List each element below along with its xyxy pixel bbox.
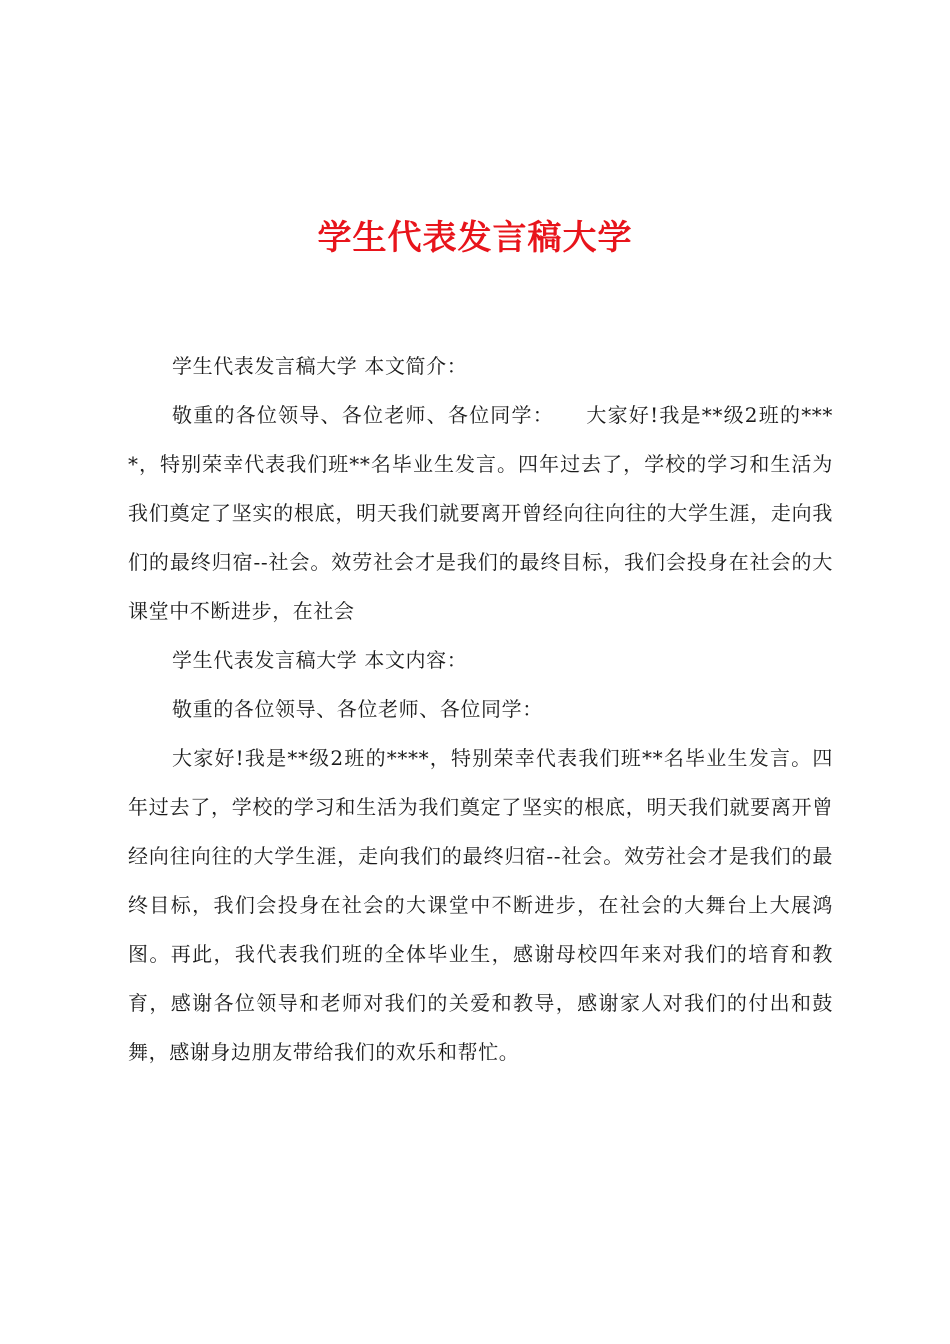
intro-paragraph: 敬重的各位领导、各位老师、各位同学： 大家好!我是**级2班的****，特别荣幸代表我们班**名毕业生发言。四年过去了，学校的学习和生活为我们奠定了坚实的根底，明天我们就要离开曾经向往向往的大学生涯，走向我们的最终归宿--社会。效劳社会才是我们的最终目标，我们会投身在社会的大课堂中不断进步，在社会 — [128, 403, 833, 623]
document-title: 学生代表发言稿大学 — [317, 218, 633, 258]
content-heading: 学生代表发言稿大学 本文内容： — [172, 648, 468, 672]
speech-paragraph: 大家好!我是**级2班的****，特别荣幸代表我们班**名毕业生发言。四年过去了，学校的学习和生活为我们奠定了坚实的根底，明天我们就要离开曾经向往向往的大学生涯，走向我们的最终归宿--社会。效劳社会才是我们的最终目标，我们会投身在社会的大课堂中不断进步，在社会的大舞台上大展鸿图。再此，我代表我们班的全体毕业生，感谢母校四年来对我们的培育和教育，感谢各位领导和老师对我们的关爱和教导，感谢家人对我们的付出和鼓舞，感谢身边朋友带给我们的欢乐和帮忙。 — [128, 746, 833, 1064]
salutation: 敬重的各位领导、各位老师、各位同学： — [172, 697, 543, 721]
intro-heading: 学生代表发言稿大学 本文简介： — [172, 354, 468, 378]
document-body — [128, 342, 833, 1077]
